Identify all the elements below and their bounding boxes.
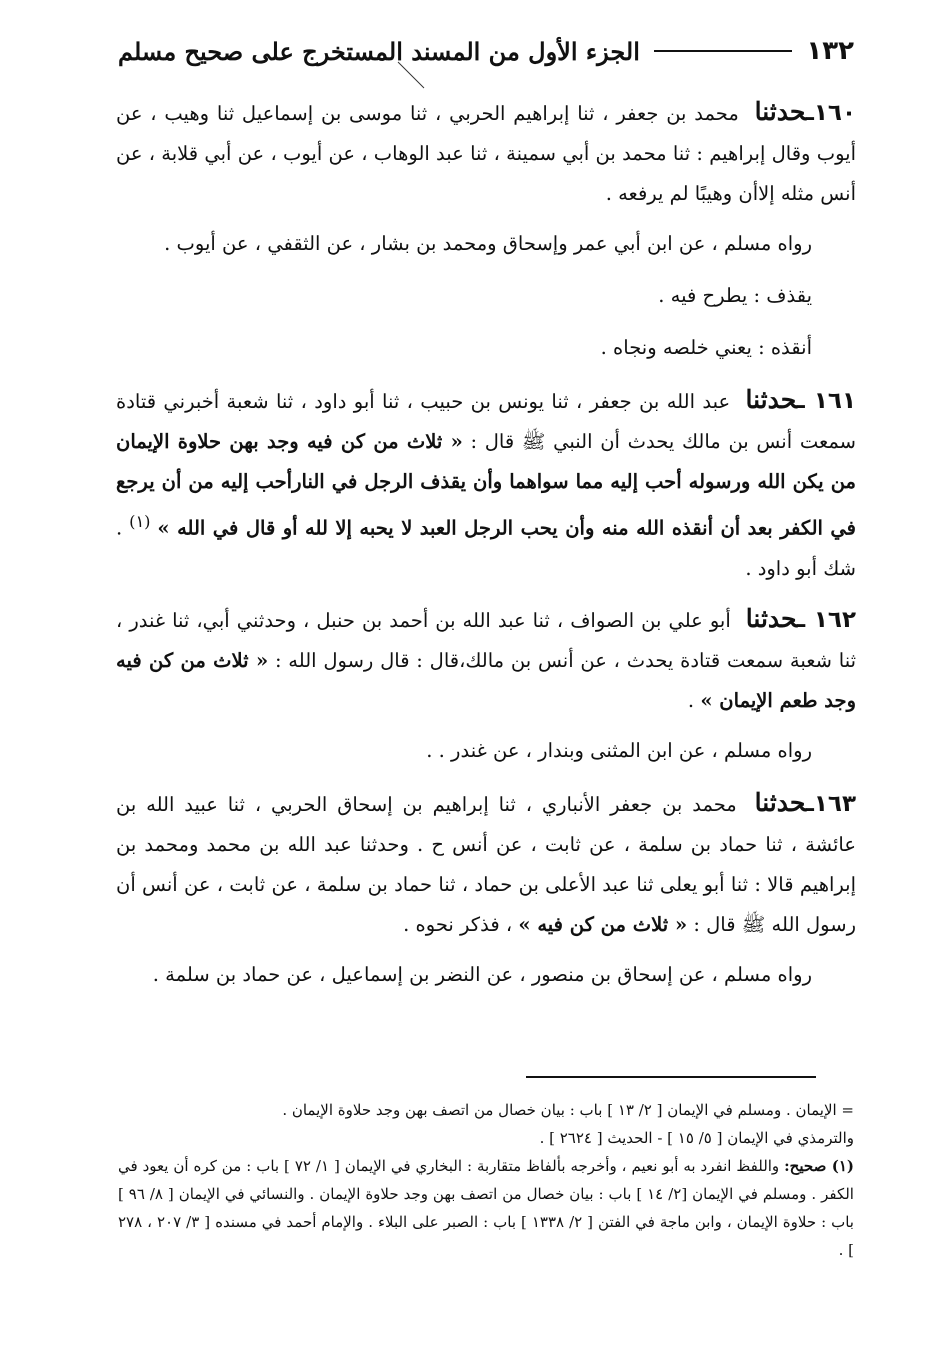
footnote-text: واللفظ انفرد به أبو نعيم ، وأخرجه بألفاظ متقاربة : البخاري في الإيمان [ ١/ ٧٢ ] باب : من كره أن يعود في الكفر . ومسلم في الإيمان [٢/ ١٤ ] باب : بيان خصال من اتصف بهن وجد حلاوة الإيمان . والنسائي في الإيمان [ ٨/ ٩٦ ] باب : حلاوة الإيمان ، وابن ماجة في الفتن [ ٢/ ١٣٣٨ ] باب : الصبر على البلاء . والإمام أحمد في مسنده [ ٣/ ٢٠٧ ، ٢٧٨ ] . [118,1157,854,1259]
hadith-isnad: عبد الله بن جعفر ، ثنا يونس بن حبيب ، ثنا أبو داود ، ثنا شعبة أخبرني قتادة سمعت أنس بن مالك يحدث أن النبي ﷺ قال : [116,390,856,453]
footnote-continuation-line: = الإيمان . ومسلم في الإيمان [ ٢/ ١٣ ] باب : بيان خصال من اتصف بهن وجد حلاوة الإيمان . [282,1101,854,1119]
haddathana-word: حدثنا [754,787,806,817]
riwaya-160: رواه مسلم ، عن ابن أبي عمر وإسحاق ومحمد بن بشار ، عن الثقفي ، عن أيوب . [164,232,812,255]
gloss-yuqdhaf: يقذف : يطرح فيه . [658,284,812,307]
footnote-1 [118,1152,854,1264]
hadith-number: ١٦١ ـ [796,388,856,414]
hadith-matn: « ثلاث من كن فيه وجد طعم الإيمان » [116,648,856,712]
footnote-continuation-line: والترمذي في الإيمان [ ٥/ ١٥ ] - الحديث [ ٢٦٢٤ ] . [539,1129,854,1147]
hadith-note: ، فذكر نحوه . [403,912,513,936]
hadith-number: ١٦٠ـ [806,100,856,126]
hadith-note: . [687,688,695,712]
riwaya-162: رواه مسلم ، عن ابن المثنى وبندار ، عن غندر . . [426,738,812,762]
footnote-separator [526,1076,816,1078]
haddathana-word: حدثنا [754,97,806,126]
hadith-161 [116,380,856,589]
hadith-text: محمد بن جعفر ، ثنا إبراهيم الحربي ، ثنا موسى بن إسماعيل ثنا وهيب ، عن أيوب وقال إبراهيم : ثنا محمد بن أبي سمينة ، ثنا عبد الوهاب ، عن أيوب ، عن أبي قلابة ، عن أنس مثله إلاأن وهيبًا لم يرفعه . [116,102,856,205]
hadith-163 [116,783,856,945]
book-title: الجزء الأول من المسند المستخرج على صحيح مسلم [118,36,640,66]
hadith-160 [116,92,856,214]
running-header [118,26,854,76]
hadith-number: ١٦٢ ـ [797,606,857,633]
page-number: ١٣٢ [806,36,854,66]
hadith-number: ١٦٣ـ [806,790,856,817]
gloss-anqadhahu: أنقذه : يعني خلصه ونجاه . [600,336,812,359]
haddathana-word: حدثنا [745,385,797,414]
hadith-isnad: محمد بن جعفر الأنباري ، ثنا إبراهيم بن إسحاق الحربي ، ثنا عبيد الله بن عائشة ، ثنا حماد بن سلمة ، عن ثابت ، عن أنس ح . وحدثنا عبد الله بن محمد ومحمد بن إبراهيم قالا : ثنا أبو يعلى ثنا عبد الأعلى بن حماد ، ثنا حماد بن سلمة ، عن ثابت ، عن أنس أن رسول الله ﷺ قال : [116,792,856,936]
main-text [116,92,856,1005]
hadith-matn: « ثلاث من كن فيه » [518,912,688,936]
hadith-162 [116,599,856,721]
footnotes [118,1096,854,1264]
footnote-label: (١) صحيح: [784,1157,854,1175]
footnote-ref[interactable]: (١) [129,512,151,531]
header-rule [654,50,792,52]
hadith-isnad: أبو علي بن الصواف ، ثنا عبد الله بن أحمد بن حنبل ، وحدثني أبي، ثنا غندر ، ثنا شعبة سمعت قتادة يحدث ، عن أنس بن مالك،قال : قال رسول الله : [116,608,857,672]
haddathana-word: حدثنا [745,603,798,633]
riwaya-163: رواه مسلم ، عن إسحاق بن منصور ، عن النضر بن إسماعيل ، عن حماد بن سلمة . [152,962,812,986]
hadith-note: . شك أبو داود . [116,516,856,580]
hadith-matn: « ثلاث من كن فيه وجد بهن حلاوة الإيمان من يكن الله ورسوله أحب إليه مما سواهما وأن يقذف الرجل في النارأحب إليه من أن يرجع في الكفر بعد أن أنقذه الله منه وأن يحب الرجل العبد لا يحبه إلا لله أو قال في الله » [116,430,856,540]
